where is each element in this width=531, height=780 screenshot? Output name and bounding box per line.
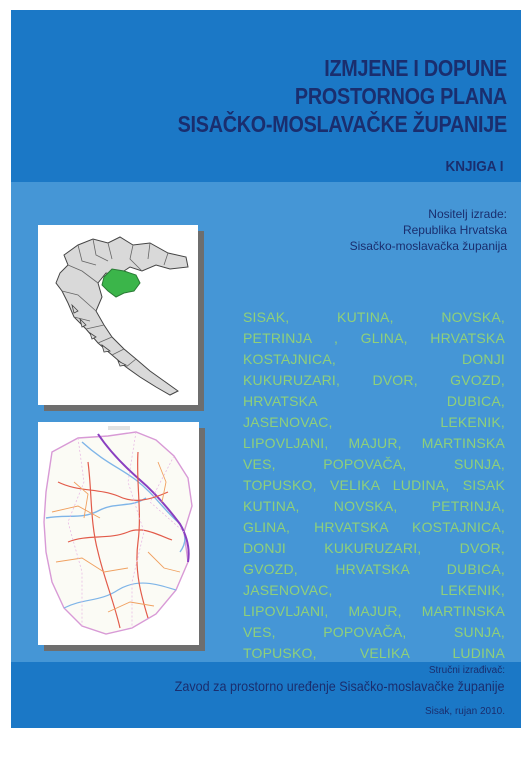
places-line: DONJI KUKURUZARI, DVOR, [243, 540, 505, 556]
publisher-label: Nositelj izrade: [428, 207, 507, 221]
places-line: TOPUSKO, VELIKA LUDINA [243, 645, 505, 661]
publisher-block [350, 206, 507, 254]
title-line-1: IZMJENE I DOPUNE [324, 55, 507, 81]
places-line: LIPOVLJANI, MAJUR, MARTINSKA [243, 435, 505, 451]
footer-band [11, 662, 521, 728]
places-line: VES, POPOVAČA, SUNJA, [243, 456, 505, 472]
places-line: KUTINA, NOVSKA, PETRINJA, [243, 498, 505, 514]
croatia-locator-map [38, 225, 198, 405]
sisak-moslavina-county [102, 269, 140, 297]
places-line: JASENOVAC, LEKENIK, [243, 582, 505, 598]
places-line: VES, POPOVAČA, SUNJA, [243, 624, 505, 640]
places-line: SISAK, KUTINA, NOVSKA, [243, 309, 505, 325]
map-frame-tick [108, 426, 130, 430]
places-line: PETRINJA , GLINA, HRVATSKA [243, 330, 505, 346]
places-line: TOPUSKO, VELIKA LUDINA, SISAK [243, 477, 505, 493]
county-road-map [38, 422, 199, 645]
places-line: GLINA, HRVATSKA KOSTAJNICA, [243, 519, 505, 535]
publisher-line-1: Republika Hrvatska [402, 223, 507, 237]
book-label: KNJIGA I [444, 158, 503, 175]
cover-page [11, 10, 521, 728]
title-line-3: SISAČKO-MOSLAVAČKE ŽUPANIJE [177, 111, 507, 137]
places-list [243, 307, 505, 664]
header-band [11, 10, 521, 182]
croatia-map-graphic [38, 225, 198, 405]
places-line: KUKURUZARI, DVOR, GVOZD, [243, 372, 505, 388]
county-boundary [44, 432, 192, 634]
county-road-map-graphic [38, 422, 199, 645]
places-line: JASENOVAC, LEKENIK, [243, 414, 505, 430]
places-line: GVOZD, HRVATSKA DUBICA, [243, 561, 505, 577]
places-line: HRVATSKA DUBICA, [243, 393, 505, 409]
place-date: Sisak, rujan 2010. [424, 706, 505, 717]
places-line: KOSTAJNICA, DONJI [243, 351, 505, 367]
maker-label: Stručni izrađivač: [428, 665, 505, 676]
title-line-2: PROSTORNOG PLANA [294, 83, 507, 109]
publisher-line-2: Sisačko-moslavačka županija [349, 239, 507, 253]
maker-name: Zavod za prostorno uređenje Sisačko-moslavačke županije [175, 678, 505, 694]
places-line: LIPOVLJANI, MAJUR, MARTINSKA [243, 603, 505, 619]
croatia-outline [56, 237, 188, 395]
document-title [178, 54, 507, 138]
